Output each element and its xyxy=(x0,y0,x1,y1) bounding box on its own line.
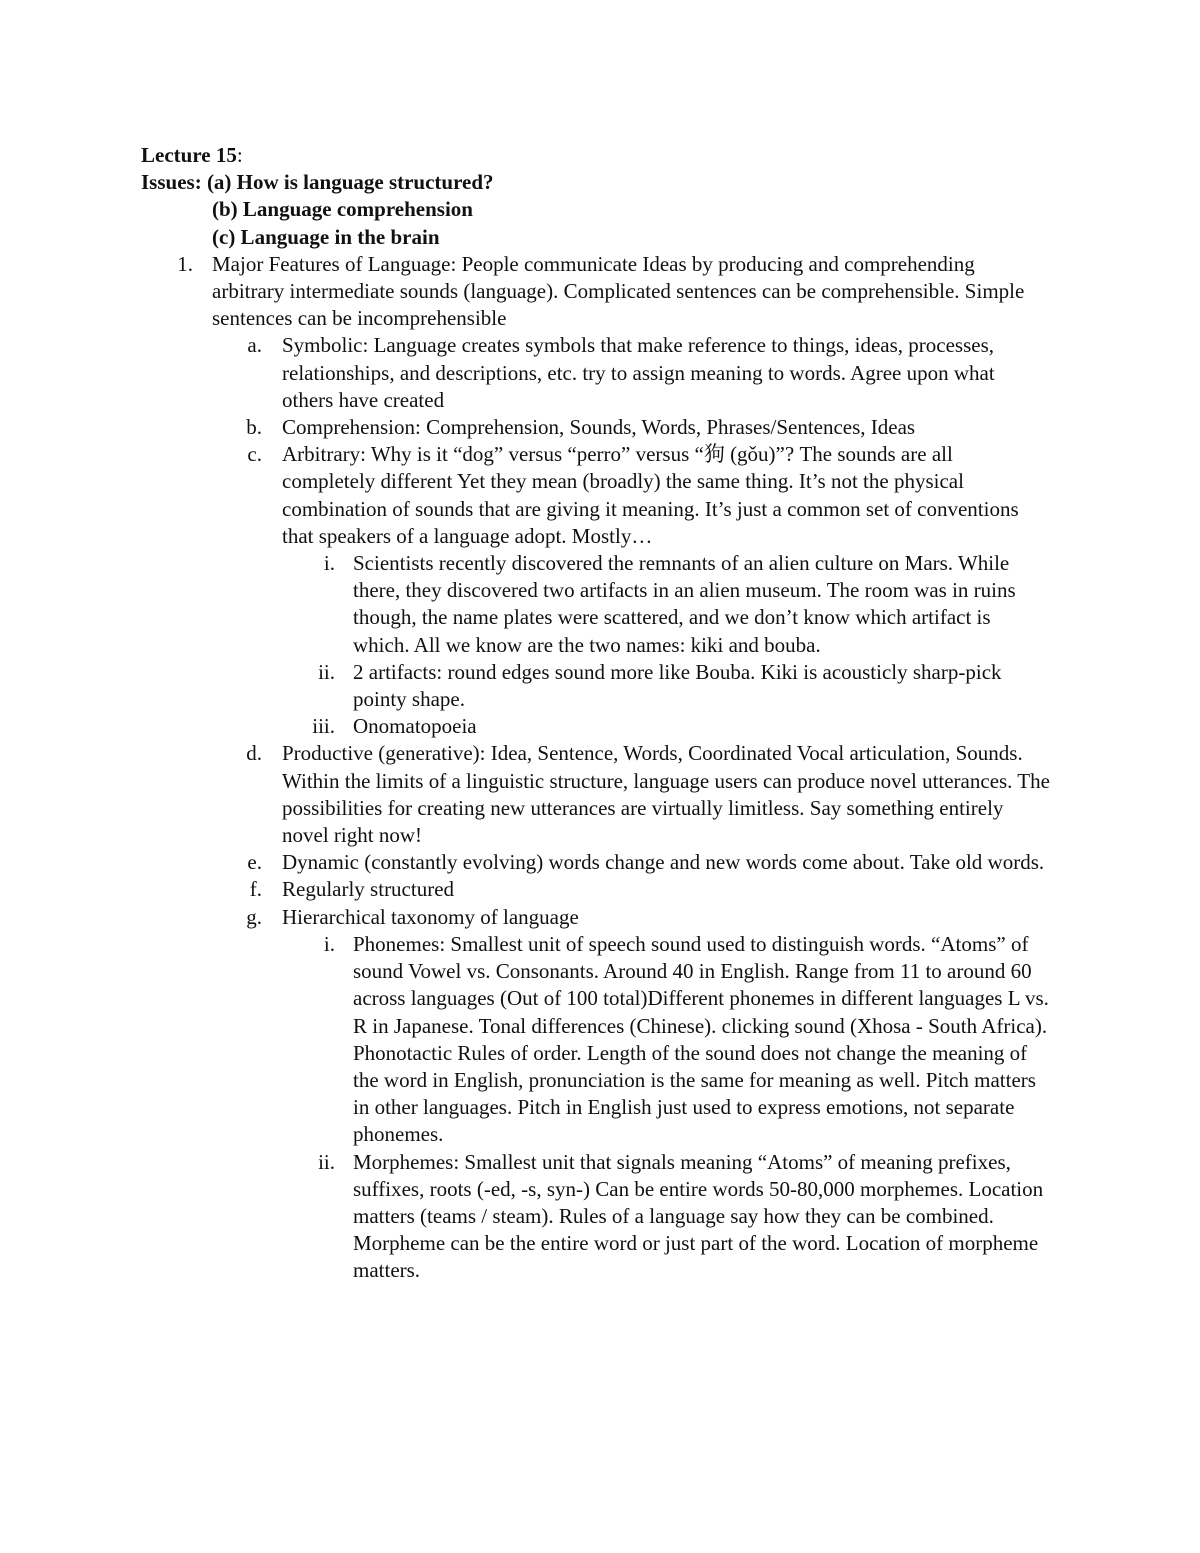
outline-text: Productive (generative): Idea, Sentence, Words, Coordinated Vocal articulation, Sounds. Within the limits of a linguistic structure, language users can produce novel utterances. The possibilities for creating new utterances are virtually limitless. Say something entirely novel right now! xyxy=(282,741,1050,848)
outline-item-1g-ii xyxy=(282,1149,1051,1285)
outline-item-1b xyxy=(212,414,1051,441)
outline-item-1 xyxy=(141,251,1051,333)
issue-a: (a) How is language structured? xyxy=(206,170,494,195)
outline-marker: g. xyxy=(246,904,262,929)
issue-b: (b) Language comprehension xyxy=(212,197,473,222)
outline-text: Arbitrary: Why is it “dog” versus “perro” versus “狗 (gǒu)”? The sounds are all completely different Yet they mean (broadly) the same thing. It’s not the physical combination of sounds that are giving it meaning. It’s just a common set of conventions that speakers of a language adopt. Mostly… xyxy=(282,442,1019,548)
outline-marker: e. xyxy=(247,850,262,875)
outline-text: Regularly structured xyxy=(282,877,455,902)
outline-marker: ii. xyxy=(318,1149,335,1174)
outline-text: Dynamic (constantly evolving) words change and new words come about. Take old words. xyxy=(282,850,1045,875)
outline-item-1g-i xyxy=(282,931,1051,1149)
outline-text: Scientists recently discovered the remnants of an alien culture on Mars. While there, they discovered two artifacts in an alien museum. The room was in ruins though, the name plates were scattered, and we don’t know which artifact is which. All we know are the two names: kiki and bouba. xyxy=(353,551,1016,657)
outline-item-1f xyxy=(212,876,1051,903)
outline-marker: ii. xyxy=(318,659,335,684)
outline-text: Comprehension: Comprehension, Sounds, Words, Phrases/Sentences, Ideas xyxy=(282,415,916,440)
outline-marker: a. xyxy=(247,333,262,358)
outline-item-1d xyxy=(212,740,1051,849)
outline-marker: i. xyxy=(323,931,335,956)
lecture-title: Lecture 15 xyxy=(141,143,237,167)
outline-text: Symbolic: Language creates symbols that make reference to things, ideas, processes, relationships, and descriptions, etc. try to assign meaning to words. Agree upon what others have created xyxy=(282,333,995,412)
outline-marker: i. xyxy=(323,551,335,576)
outline-item-1c-ii xyxy=(282,659,1051,713)
outline-marker: b. xyxy=(246,415,262,440)
outline-marker: c. xyxy=(247,442,262,467)
outline-text: Morphemes: Smallest unit that signals meaning “Atoms” of meaning prefixes, suffixes, roots (-ed, -s, syn-) Can be entire words 50-80,000 morphemes. Location matters (teams / steam). Rules of a language say how they can be combined. Morpheme can be the entire word or just part of the word. Location of morpheme matters. xyxy=(353,1149,1044,1283)
outline-marker: f. xyxy=(249,877,262,902)
outline-item-1a xyxy=(212,332,1051,414)
lecture-notes xyxy=(141,142,1051,1285)
outline-marker: d. xyxy=(246,741,262,766)
outline-text: Major Features of Language: People communicate Ideas by producing and comprehending arbitrary intermediate sounds (language). Complicated sentences can be comprehensible. Simple sentences can be incomprehensible xyxy=(212,251,1025,331)
outline-marker: 1. xyxy=(177,251,193,276)
outline-item-1e xyxy=(212,849,1051,876)
outline-text: 2 artifacts: round edges sound more like Bouba. Kiki is acousticly sharp-pick pointy shape. xyxy=(353,659,1002,712)
outline-item-1c-iii xyxy=(282,713,1051,740)
outline-item-1c-i xyxy=(282,550,1051,659)
outline-item-1c xyxy=(212,441,1051,550)
outline-text: Hierarchical taxonomy of language xyxy=(282,904,579,929)
outline-item-1g xyxy=(212,904,1051,931)
lecture-title-colon: : xyxy=(236,143,243,167)
issues-heading xyxy=(141,169,1051,196)
outline-text: Phonemes: Smallest unit of speech sound used to distinguish words. “Atoms” of sound Vowel vs. Consonants. Around 40 in English. Range from 11 to around 60 across languages (Out of 100 total)Different phonemes in different languages L vs. R in Japanese. Tonal differences (Chinese). clicking sound (Xhosa - South Africa). Phonotactic Rules of order. Length of the sound does not change the meaning of the word in English, pronunciation is the same for meaning as well. Pitch matters in other languages. Pitch in English just used to express emotions, not separate phonemes. xyxy=(353,931,1049,1147)
issue-c: (c) Language in the brain xyxy=(212,224,440,249)
outline-text: Onomatopoeia xyxy=(353,714,477,739)
outline-marker: iii. xyxy=(312,714,335,739)
issues-label: Issues: xyxy=(141,170,202,195)
lecture-heading xyxy=(141,142,1051,169)
